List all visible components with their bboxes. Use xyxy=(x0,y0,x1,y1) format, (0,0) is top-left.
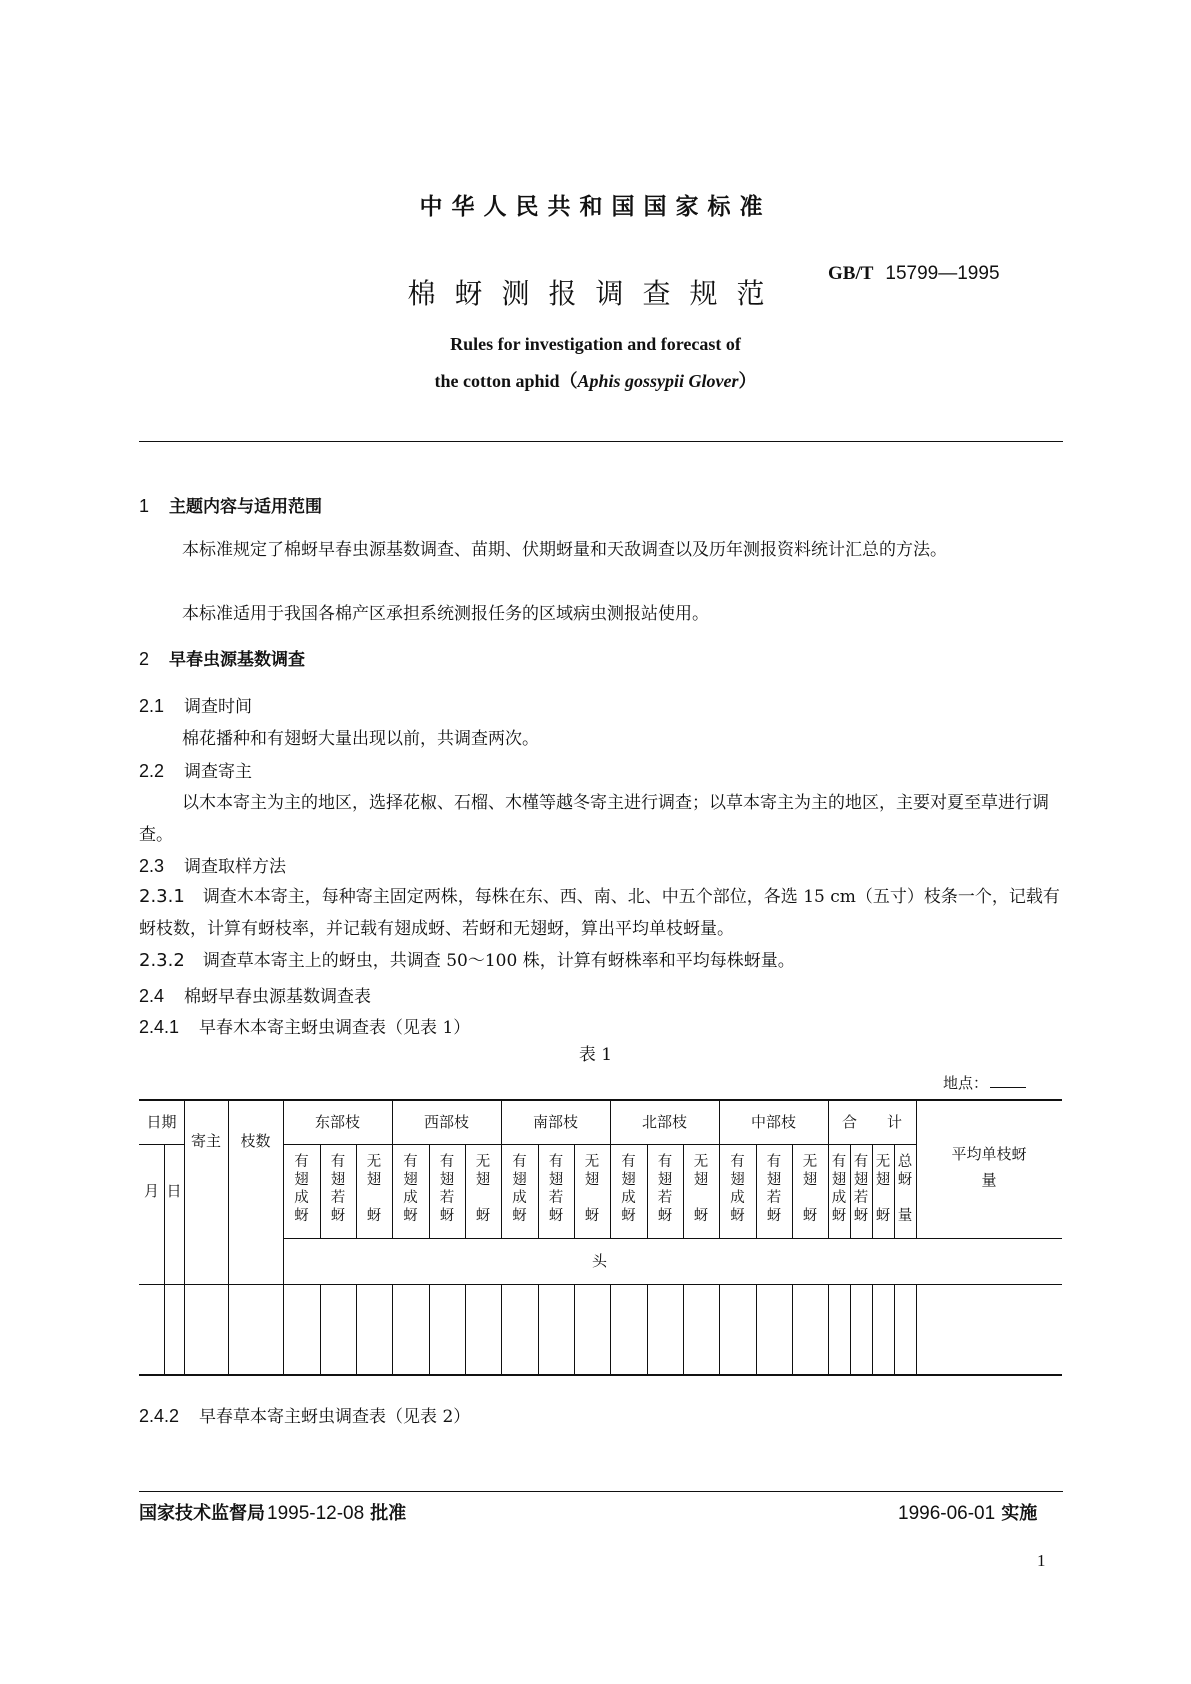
standard-organization-title: 中华人民共和国国家标准 xyxy=(419,193,772,220)
subsection-2-3-heading xyxy=(139,852,286,877)
effective-word: 实施 xyxy=(1001,1503,1038,1524)
group-header-north: 北部枝 xyxy=(641,1113,687,1131)
english-title-suffix: ） xyxy=(738,371,757,391)
footer-divider xyxy=(139,1491,1063,1492)
subsection-number: 2.3.2 xyxy=(139,950,185,971)
table-rule xyxy=(164,1144,165,1375)
host-header: 寄主 xyxy=(190,1132,221,1150)
sub-header-winged-adult: 有 翅 成 蚜 xyxy=(512,1154,527,1224)
sub-header-winged-nymph: 有 翅 若 蚜 xyxy=(657,1154,673,1224)
average-per-branch-header xyxy=(916,1141,1062,1193)
table-rule xyxy=(894,1144,895,1238)
table-rule xyxy=(792,1284,793,1374)
subsection-2-4-heading xyxy=(139,982,371,1007)
table-rule xyxy=(756,1284,757,1374)
english-title-line-2 xyxy=(0,367,1191,393)
table-1-caption: 表 1 xyxy=(578,1045,613,1065)
subsection-body: 调查木本寄主，每种寄主固定两株，每株在东、西、南、北、中五个部位，各选 15 cm（五寸）枝条一个，记载有蚜枝数，计算有蚜枝率，并记载有翅成蚜、若蚜和无翅蚜，算出平均单枝蚜量。 xyxy=(139,887,1060,939)
subsection-2-4-2-heading xyxy=(139,1402,470,1427)
table-rule xyxy=(283,1099,284,1375)
subsection-number: 2.4.1 xyxy=(139,1017,180,1037)
table-rule xyxy=(894,1284,895,1374)
table-rule xyxy=(283,1238,1062,1239)
sub-header-winged-nymph: 有 翅 若 蚜 xyxy=(548,1154,564,1224)
sub-header-wingless: 无 翅 蚜 xyxy=(875,1154,891,1224)
subsection-2-1-heading xyxy=(139,692,252,717)
section-1-paragraph-1: 本标准规定了棉蚜早春虫源基数调查、苗期、伏期蚜量和天敌调查以及历年测报资料统计汇总的方法。 xyxy=(182,540,947,560)
effective-line xyxy=(898,1499,1037,1525)
sub-header-winged-adult: 有 翅 成 蚜 xyxy=(621,1154,636,1224)
group-header-center: 中部枝 xyxy=(750,1113,796,1131)
table-rule xyxy=(465,1284,466,1374)
table-rule xyxy=(719,1284,720,1374)
effective-date: 1996-06-01 xyxy=(898,1503,996,1524)
subsection-title: 早春木本寄主蚜虫调查表（见表 1） xyxy=(199,1018,471,1038)
table-rule xyxy=(610,1284,611,1374)
table-border-bottom xyxy=(139,1374,1062,1376)
month-header: 月 xyxy=(143,1182,159,1200)
table-rule xyxy=(139,1284,1062,1285)
table-rule xyxy=(872,1284,873,1374)
location-label: 地点： xyxy=(943,1072,1026,1093)
table-1 xyxy=(139,1099,1062,1376)
group-header-south: 南部枝 xyxy=(532,1113,578,1131)
date-header: 日期 xyxy=(146,1113,177,1131)
location-blank xyxy=(990,1087,1026,1088)
unit-label: 头 xyxy=(591,1252,607,1270)
section-number: 2 xyxy=(139,649,150,669)
header-divider xyxy=(139,441,1063,442)
sub-header-wingless: 无 翅 蚜 xyxy=(475,1154,491,1224)
approval-line xyxy=(139,1499,406,1525)
table-rule xyxy=(850,1144,851,1238)
section-2-heading xyxy=(139,645,305,670)
section-title: 早春虫源基数调查 xyxy=(169,650,305,670)
subsection-number: 2.1 xyxy=(139,696,165,716)
average-header-label: 平均单枝蚜量 xyxy=(951,1145,1027,1189)
sub-header-total: 总 蚜 量 xyxy=(897,1154,913,1224)
sub-header-winged-nymph: 有 翅 若 蚜 xyxy=(330,1154,346,1224)
table-rule xyxy=(828,1284,829,1374)
group-header-east: 东部枝 xyxy=(314,1113,360,1131)
subsection-number: 2.2 xyxy=(139,761,165,781)
sub-header-winged-adult: 有 翅 成 蚜 xyxy=(831,1154,847,1224)
approval-date: 1995-12-08 xyxy=(267,1503,365,1524)
subsection-2-4-1-heading xyxy=(139,1013,470,1038)
subsection-title: 调查时间 xyxy=(184,697,253,717)
section-1-paragraph-2: 本标准适用于我国各棉产区承担系统测报任务的区域病虫测报站使用。 xyxy=(182,604,709,624)
table-rule xyxy=(139,1144,184,1145)
subsection-title: 棉蚜早春虫源基数调查表 xyxy=(184,987,372,1007)
table-rule xyxy=(850,1284,851,1374)
table-rule xyxy=(392,1284,393,1374)
table-rule xyxy=(683,1284,684,1374)
english-title-line-1: Rules for investigation and forecast of xyxy=(450,334,741,354)
sub-header-winged-nymph: 有 翅 若 蚜 xyxy=(439,1154,455,1224)
table-rule xyxy=(872,1144,873,1238)
sub-header-wingless: 无 翅 蚜 xyxy=(693,1154,709,1224)
sub-header-wingless: 无 翅 蚜 xyxy=(584,1154,600,1224)
sub-header-wingless: 无 翅 蚜 xyxy=(802,1154,818,1224)
group-header-total: 合 计 xyxy=(841,1113,902,1131)
subsection-2-3-2-text xyxy=(139,945,1063,977)
group-header-west: 西部枝 xyxy=(423,1113,469,1131)
sub-header-winged-adult: 有 翅 成 蚜 xyxy=(730,1154,745,1224)
approval-organization: 国家技术监督局 xyxy=(139,1503,265,1524)
standard-code xyxy=(828,262,1000,285)
sub-header-winged-adult: 有 翅 成 蚜 xyxy=(403,1154,418,1224)
subsection-2-2-heading xyxy=(139,757,252,782)
subsection-number: 2.4 xyxy=(139,986,165,1006)
table-rule xyxy=(501,1284,502,1374)
sub-header-winged-nymph: 有 翅 若 蚜 xyxy=(853,1154,869,1224)
subsection-title: 调查寄主 xyxy=(184,762,253,782)
sub-header-winged-nymph: 有 翅 若 蚜 xyxy=(766,1154,782,1224)
standard-code-number: 15799—1995 xyxy=(885,263,1000,284)
table-rule xyxy=(538,1284,539,1374)
table-rule xyxy=(283,1144,916,1145)
subsection-number: 2.4.2 xyxy=(139,1406,180,1426)
table-border-top xyxy=(139,1099,1062,1101)
subsection-title: 早春草本寄主蚜虫调查表（见表 2） xyxy=(199,1407,471,1427)
sub-header-wingless: 无 翅 蚜 xyxy=(366,1154,382,1224)
day-header: 日 xyxy=(166,1182,182,1200)
sub-header-winged-adult: 有 翅 成 蚜 xyxy=(294,1154,309,1224)
subsection-2-2-text: 以木本寄主为主的地区，选择花椒、石榴、木槿等越冬寄主进行调查；以草本寄主为主的地区，主要对夏至草进行调查。 xyxy=(139,793,1049,845)
table-rule xyxy=(916,1284,917,1374)
table-rule xyxy=(647,1284,648,1374)
table-rule xyxy=(356,1284,357,1374)
subsection-number: 2.3 xyxy=(139,856,165,876)
approval-word: 批准 xyxy=(370,1503,407,1524)
subsection-title: 调查取样方法 xyxy=(184,857,287,877)
branch-count-header: 枝数 xyxy=(240,1132,271,1150)
subsection-number: 2.3.1 xyxy=(139,886,185,907)
page-number: 1 xyxy=(1037,1551,1046,1570)
table-rule xyxy=(429,1284,430,1374)
subsection-2-1-text: 棉花播种和有翅蚜大量出现以前，共调查两次。 xyxy=(182,729,539,749)
section-title: 主题内容与适用范围 xyxy=(169,497,322,517)
table-rule xyxy=(320,1284,321,1374)
section-number: 1 xyxy=(139,496,150,516)
subsection-2-3-1-text xyxy=(139,881,1063,945)
section-1-heading xyxy=(139,492,322,517)
table-rule xyxy=(574,1284,575,1374)
english-title-prefix: the cotton aphid（ xyxy=(434,371,578,391)
document-title: 棉蚜测报调查规范 xyxy=(407,277,784,310)
subsection-body: 调查草本寄主上的蚜虫，共调查 50～100 株，计算有蚜株率和平均每株蚜量。 xyxy=(202,951,795,971)
standard-code-prefix: GB/T xyxy=(828,263,874,284)
english-title-species: Aphis gossypii Glover xyxy=(577,371,739,391)
